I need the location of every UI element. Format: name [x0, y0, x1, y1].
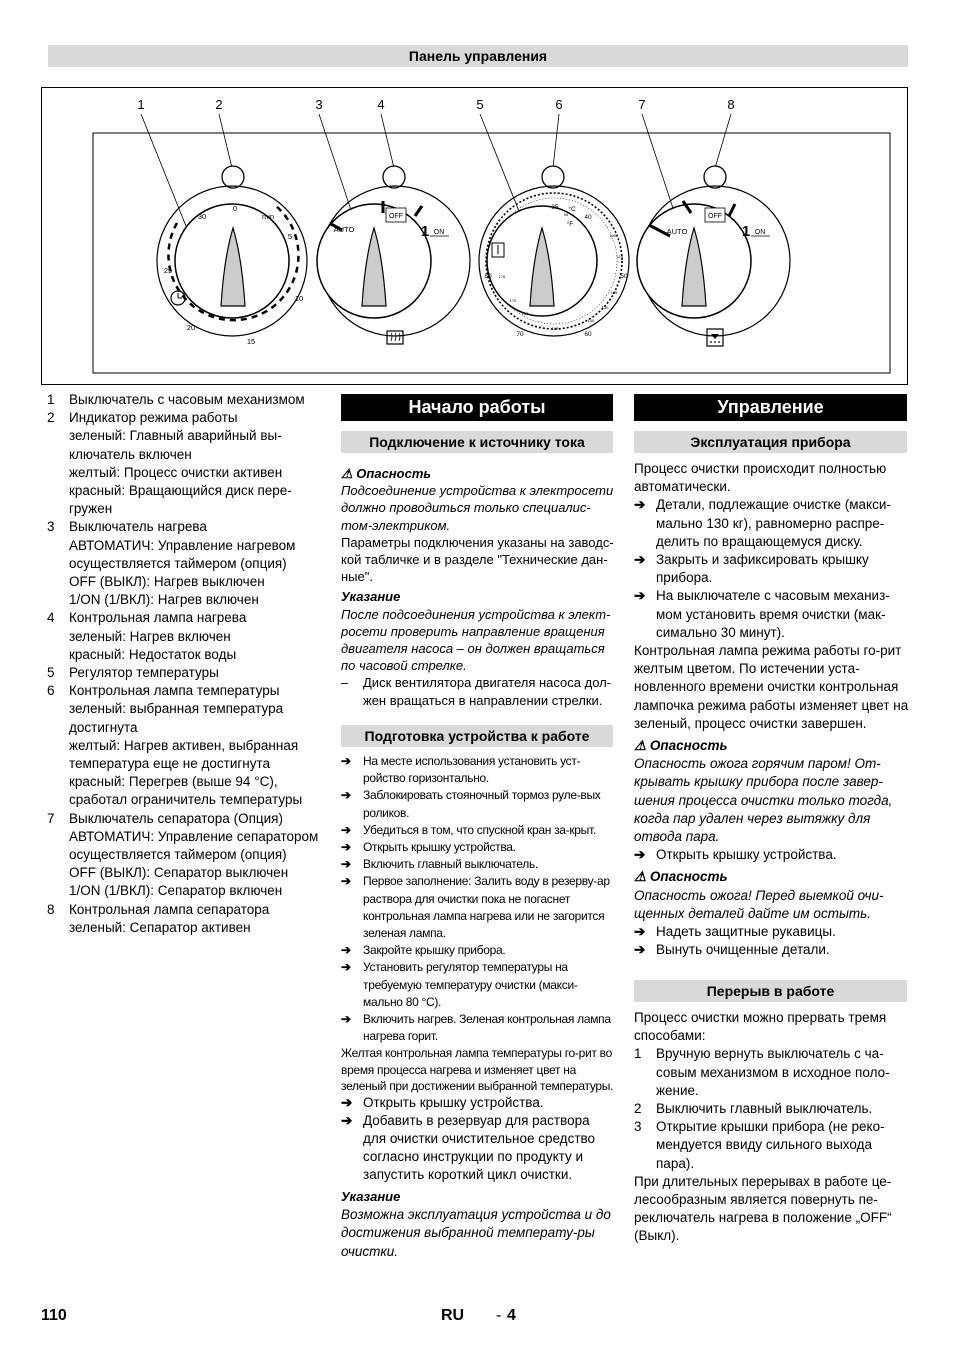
params-text: Параметры подключения указаны на заводс-кой табличке и в разделе "Технические дан-ные".: [341, 534, 614, 585]
legend-item: [47, 810, 337, 901]
separator-switch-dial[interactable]: [637, 186, 790, 346]
step-item: ➔ Открыть крышку устройства.: [341, 1094, 614, 1112]
svg-text:95: 95: [563, 212, 569, 217]
legend-item-line: 1/ON (1/ВКЛ): Сепаратор включен: [69, 883, 283, 899]
legend-item-line: достигнута: [69, 719, 138, 735]
danger-text: Опасность ожога горячим паром! От-крывать крышку прибора после завер-шения процесса очистки только тогда, когда пар удален через вытяжку для отвода пара.: [634, 756, 893, 845]
svg-text:140: 140: [587, 318, 595, 323]
heater-icon: [387, 331, 403, 344]
step-item: ➔ Заблокировать стояночный тормоз руле-вых роликов.: [341, 787, 614, 821]
note-label-2: Указание: [341, 1189, 401, 1205]
break-list: [634, 1045, 909, 1172]
step-item: ➔ Детали, подлежащие очистке (макси-мально 130 кг), равномерно распре-делить по вращающемуся диску.: [634, 496, 909, 551]
break-item-number: 1: [634, 1046, 642, 1062]
callout-5: 5: [476, 97, 484, 112]
svg-text:OFF: OFF: [389, 213, 403, 220]
legend-item-number: 2: [47, 410, 55, 426]
legend-item-line: гружен: [69, 501, 113, 517]
column-2-part-1: [341, 461, 614, 709]
svg-text:OFF: OFF: [708, 213, 722, 220]
legend-column: [47, 391, 337, 937]
page-number: 110: [41, 1307, 67, 1324]
control-panel-figure: [41, 87, 908, 385]
svg-text:15: 15: [246, 337, 256, 346]
legend-item-line: красный: Перегрев (выше 94 °C),: [69, 774, 278, 790]
step-item: ➔ Вынуть очищенные детали.: [634, 941, 909, 959]
svg-text:176: 176: [498, 274, 506, 279]
legend-item-line: зеленый: Главный аварийный вы-: [69, 428, 282, 444]
svg-text:°F: °F: [566, 221, 574, 228]
legend-item-number: 8: [47, 901, 55, 917]
step-item: ➔ Закройте крышку прибора.: [341, 942, 614, 959]
legend-item-line: красный: Вращающийся диск пере-: [69, 483, 292, 499]
svg-text:170: 170: [509, 298, 517, 303]
step-item: ➔ Открыть крышку устройства.: [341, 839, 614, 856]
legend-item-line: Индикатор режима работы: [69, 410, 238, 426]
column-3-part-2: [634, 1009, 909, 1246]
break-intro: Процесс очистки можно прервать тремя способами:: [634, 1010, 887, 1044]
step-item: ➔ Включить главный выключатель.: [341, 856, 614, 873]
legend-item-line: OFF (ВЫКЛ): Нагрев выключен: [69, 574, 265, 590]
svg-text:50: 50: [620, 273, 628, 280]
svg-text:1: 1: [741, 223, 751, 240]
legend-item: [47, 409, 337, 518]
svg-text:115: 115: [616, 254, 624, 259]
legend-item-line: зеленый: выбранная температура: [69, 701, 284, 717]
legend-item-line: OFF (ВЫКЛ): Сепаратор выключен: [69, 865, 289, 881]
section-title-operation: Управление: [634, 394, 907, 421]
legend-item-line: Выключатель нагрева: [69, 519, 207, 535]
legend-item-line: Регулятор температуры: [69, 665, 219, 681]
legend-item-line: Контрольная лампа нагрева: [69, 610, 247, 626]
legend-item-number: 5: [47, 665, 55, 681]
legend-item: [47, 518, 337, 609]
heating-lamp-indicator: [383, 166, 405, 188]
callout-7: 7: [638, 97, 646, 112]
callout-4: 4: [377, 97, 385, 112]
dash-item: – Диск вентилятора двигателя насоса дол-жен вращаться в направлении стрелки.: [341, 674, 614, 708]
warning-icon: ⚠: [634, 869, 647, 885]
legend-item-line: осуществляется таймером (опция): [69, 847, 287, 863]
subsection-device-operation: Эксплуатация прибора: [634, 431, 907, 453]
break-item: [634, 1118, 909, 1173]
svg-text:40: 40: [584, 214, 592, 221]
svg-text:10: 10: [294, 294, 304, 303]
legend-item-line: Контрольная лампа сепаратора: [69, 901, 270, 917]
danger-text-2: Опасность ожога! Перед выемкой очи-щенных деталей дайте им остыть.: [634, 887, 884, 921]
page-header: Панель управления: [48, 45, 908, 67]
legend-item-line: АВТОМАТИЧ: Управление нагревом: [69, 537, 296, 553]
danger-label: Опасность: [356, 466, 432, 481]
legend-item-line: желтый: Нагрев активен, выбранная: [69, 737, 299, 753]
legend-item-line: осуществляется таймером (опция): [69, 555, 287, 571]
svg-text:0: 0: [232, 204, 238, 213]
long-break-text: При длительных перерывах в работе це-лесообразным является повернуть пе-реключатель нагрева в положение „OFF“ (Выкл).: [634, 1173, 892, 1244]
svg-text:160: 160: [521, 311, 529, 316]
temperature-lamp-indicator: [542, 166, 564, 188]
step-item: ➔ Установить регулятор температуры на требуемую температуру очистки (макси-мально 80 °C).: [341, 959, 614, 1011]
subsection-preparation: Подготовка устройства к работе: [341, 725, 613, 747]
temperature-regulator-dial[interactable]: [479, 186, 629, 338]
svg-text:80: 80: [484, 273, 492, 280]
break-item: [634, 1045, 909, 1100]
legend-item-line: температура еще не достигнута: [69, 756, 271, 772]
svg-text:125: 125: [610, 290, 618, 295]
legend-item-line: зеленый: Сепаратор активен: [69, 919, 251, 935]
callout-6: 6: [555, 97, 563, 112]
svg-text:5: 5: [287, 232, 293, 241]
legend-item-number: 4: [47, 610, 55, 626]
svg-text:35: 35: [551, 204, 559, 211]
note-text: После подсоединения устройства к элект-росети проверить направление вращения двигателя насоса – он должен вращаться по часовой стрелке.: [341, 606, 611, 674]
language-code: RU: [441, 1307, 465, 1324]
legend-item-line: красный: Недостаток воды: [69, 646, 237, 662]
svg-text:AUTO: AUTO: [666, 227, 688, 236]
subsection-break: Перерыв в работе: [634, 980, 907, 1002]
step-item: ➔ На выключателе с часовым механиз-мом установить время очистки (мак-симально 30 минут).: [634, 587, 909, 642]
separator-lamp-indicator: [704, 166, 726, 188]
legend-item: [47, 682, 337, 809]
column-2-part-2: [341, 753, 614, 1261]
legend-item-line: АВТОМАТИЧ: Управление сепаратором: [69, 828, 319, 844]
callout-3: 3: [315, 97, 323, 112]
svg-text:150: 150: [551, 326, 559, 331]
step-item: ➔ Убедиться в том, что спускной кран за-крыт.: [341, 822, 614, 839]
page-separator: -: [496, 1307, 502, 1324]
legend-item: [47, 391, 337, 409]
warning-icon: ⚠: [341, 466, 353, 481]
lamp-text: Контрольная лампа режима работы го-рит желтым цветом. По истечении уста-новленного времени очистки контрольная лампочка режима работы изменяет цвет на зеленый, процесс очистки завершен.: [634, 643, 909, 731]
section-page-number: 4: [507, 1307, 516, 1324]
danger-text: Подсоединение устройства к электросети должно проводиться только специалис-том-электриком.: [341, 483, 614, 533]
warning-icon: ⚠: [634, 738, 647, 754]
danger-label: Опасность: [649, 869, 728, 885]
svg-text:min: min: [261, 212, 275, 221]
legend-item-line: 1/ON (1/ВКЛ): Нагрев включен: [69, 592, 259, 608]
legend-item: [47, 901, 337, 937]
section-title-start: Начало работы: [341, 394, 613, 421]
svg-text:105: 105: [609, 233, 617, 238]
step-item: ➔ Надеть защитные рукавицы.: [634, 923, 909, 941]
svg-text:130: 130: [601, 305, 609, 310]
note-text-2: Возможна эксплуатация устройства и до достижения выбранной температу-ры очистки.: [341, 1206, 611, 1259]
legend-item-number: 1: [47, 392, 55, 407]
svg-text:60: 60: [584, 331, 592, 338]
operation-lamp-indicator: [222, 166, 244, 188]
legend-item-line: желтый: Процесс очистки активен: [69, 464, 283, 480]
legend-item: [47, 664, 337, 682]
step-item: ➔ На месте использования установить уст-ройство горизонтально.: [341, 753, 614, 787]
break-item-text: Выключить главный выключатель.: [656, 1101, 873, 1117]
legend-item-number: 7: [47, 810, 55, 826]
subsection-power-connection: Подключение к источнику тока: [341, 431, 613, 453]
step-item: ➔ Открыть крышку устройства.: [634, 846, 909, 864]
svg-text:20: 20: [186, 323, 196, 332]
callout-2: 2: [215, 97, 223, 112]
legend-item-line: ключатель включен: [69, 446, 192, 462]
legend-item: [47, 609, 337, 664]
break-item-number: 3: [634, 1119, 642, 1135]
svg-text:°C: °C: [568, 206, 576, 213]
break-item-number: 2: [634, 1101, 642, 1117]
note-label: Указание: [341, 589, 401, 605]
legend-item-line: зеленый: Нагрев включен: [69, 628, 231, 644]
svg-text:1: 1: [420, 223, 430, 240]
legend-item-number: 3: [47, 519, 55, 535]
break-item-text: Открытие крышки прибора (не реко-мендуется ввиду сильного выхода пара).: [656, 1119, 885, 1171]
heating-switch-dial[interactable]: [317, 186, 470, 344]
callout-1: 1: [137, 97, 145, 112]
legend-item-line: сработал ограничитель температуры: [69, 792, 303, 808]
column-3-part-1: [634, 460, 909, 959]
legend-item-line: Выключатель с часовым механизмом: [69, 392, 305, 407]
break-item: [634, 1100, 909, 1118]
control-panel-drawing: [42, 88, 908, 385]
step-item: ➔ Первое заполнение: Залить воду в резерву-ар раствора для очистки пока не погаснет контрольная лампа нагрева или не загорится зеленая лампа.: [341, 873, 614, 942]
legend-list: [47, 391, 337, 937]
danger-label: Опасность: [649, 738, 728, 754]
step-item: ➔ Включить нагрев. Зеленая контрольная лампа нагрева горит.: [341, 1011, 614, 1045]
legend-item-line: Выключатель сепаратора (Опция): [69, 810, 283, 826]
svg-text:70: 70: [516, 331, 524, 338]
step-item: ➔ Закрыть и зафиксировать крышку прибора.: [634, 551, 909, 587]
svg-text:AUTO: AUTO: [333, 225, 355, 234]
step-item: ➔ Добавить в резервуар для раствора для очистки очистительное средство согласно инструкции по продукту и запустить короткий цикл очистки.: [341, 1112, 614, 1184]
legend-item-number: 6: [47, 683, 55, 699]
legend-item-line: Контрольная лампа температуры: [69, 683, 280, 699]
svg-text:30: 30: [197, 212, 207, 221]
intro-text: Процесс очистки происходит полностью автоматически.: [634, 461, 887, 495]
svg-text:ON: ON: [754, 229, 766, 236]
svg-text:ON: ON: [433, 229, 445, 236]
break-item-text: Вручную вернуть выключатель с ча-совым механизмом в исходное поло-жение.: [656, 1046, 890, 1098]
separator-icon: [707, 329, 723, 346]
callout-8: 8: [727, 97, 735, 112]
svg-text:25: 25: [163, 266, 173, 275]
yellow-lamp-text: Желтая контрольная лампа температуры го-рит во время процесса нагрева и изменяет цвет на зеленый при достижении выбранной температуры.: [341, 1046, 614, 1094]
